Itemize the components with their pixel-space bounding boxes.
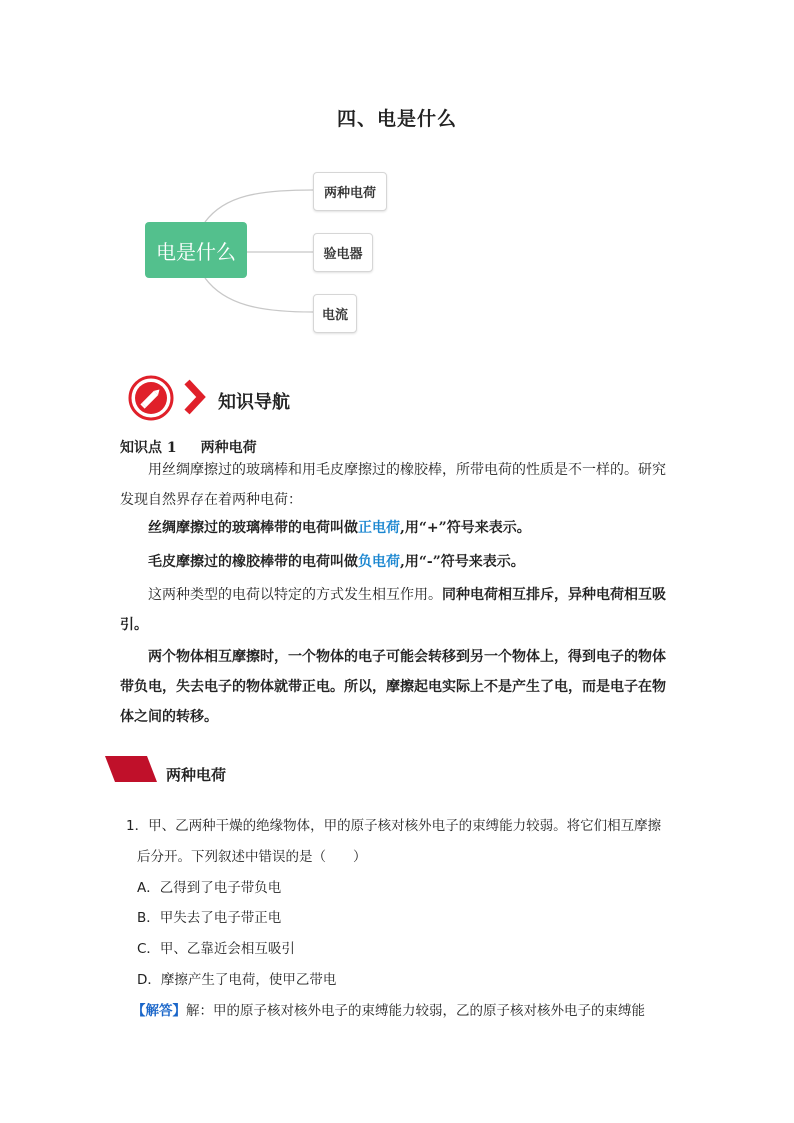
transfer-paragraph: 两个物体相互摩擦时，一个物体的电子可能会转移到另一个物体上，得到电子的物体带负电，失去电子的物体就带正电。所以，摩擦起电实际上不是产生了电，而是电子在物体之间的转移。 — [120, 649, 666, 725]
page-title: 四、电是什么 — [336, 108, 457, 130]
knowledge-point-number: 知识点 1 — [120, 440, 177, 456]
knowledge-point-title: 两种电荷 — [200, 440, 257, 456]
mindmap-root: 电是什么 — [145, 222, 247, 278]
answer-text: 解：甲的原子核对核外电子的束缚能力较弱，乙的原子核对核外电子的束缚能 — [186, 1003, 645, 1019]
positive-charge-definition — [120, 513, 676, 543]
mindmap-connectors — [0, 0, 794, 360]
negative-term: 负电荷 — [358, 554, 400, 570]
answer-line — [132, 999, 645, 1019]
section-tag-shape — [105, 756, 157, 782]
option-d: D．摩擦产生了电荷，使甲乙带电 — [137, 972, 337, 988]
knowledge-point-heading — [120, 437, 257, 457]
option-c: C．甲、乙靠近会相互吸引 — [137, 941, 295, 957]
positive-before: 丝绸摩擦过的玻璃棒带的电荷叫做 — [148, 520, 358, 536]
option-b: B．甲失去了电子带正电 — [137, 910, 282, 926]
pencil-icon — [127, 374, 175, 422]
interaction-paragraph — [120, 580, 676, 640]
interaction-bold: 同种电荷相互排斥，异种电荷相互吸引。 — [120, 587, 666, 633]
section-label: 两种电荷 — [166, 766, 227, 784]
intro-paragraph: 用丝绸摩擦过的玻璃棒和用毛皮摩擦过的橡胶棒，所带电荷的性质是不一样的。研究发现自然界存在着两种电荷： — [120, 462, 666, 508]
negative-charge-definition — [120, 547, 676, 577]
positive-term: 正电荷 — [358, 520, 400, 536]
nav-label: 知识导航 — [218, 392, 290, 413]
positive-after: ,用“+”符号来表示。 — [400, 520, 531, 536]
mindmap-node-current: 电流 — [313, 294, 357, 333]
chevron-right-icon — [182, 378, 208, 416]
option-a: A．乙得到了电子带负电 — [137, 880, 282, 896]
question-stem-line-1: 1．甲、乙两种干燥的绝缘物体，甲的原子核对核外电子的束缚能力较弱。将它们相互摩擦 — [126, 818, 662, 834]
answer-tag: 【解答】 — [132, 1003, 186, 1019]
negative-before: 毛皮摩擦过的橡胶棒带的电荷叫做 — [148, 554, 358, 570]
interaction-plain: 这两种类型的电荷以特定的方式发生相互作用。 — [148, 587, 442, 603]
mindmap-node-electroscope: 验电器 — [313, 233, 373, 272]
mindmap-node-charges: 两种电荷 — [313, 172, 387, 211]
negative-after: ,用“-”符号来表示。 — [400, 554, 525, 570]
question-stem-line-2: 后分开。下列叙述中错误的是（ ） — [137, 849, 367, 865]
